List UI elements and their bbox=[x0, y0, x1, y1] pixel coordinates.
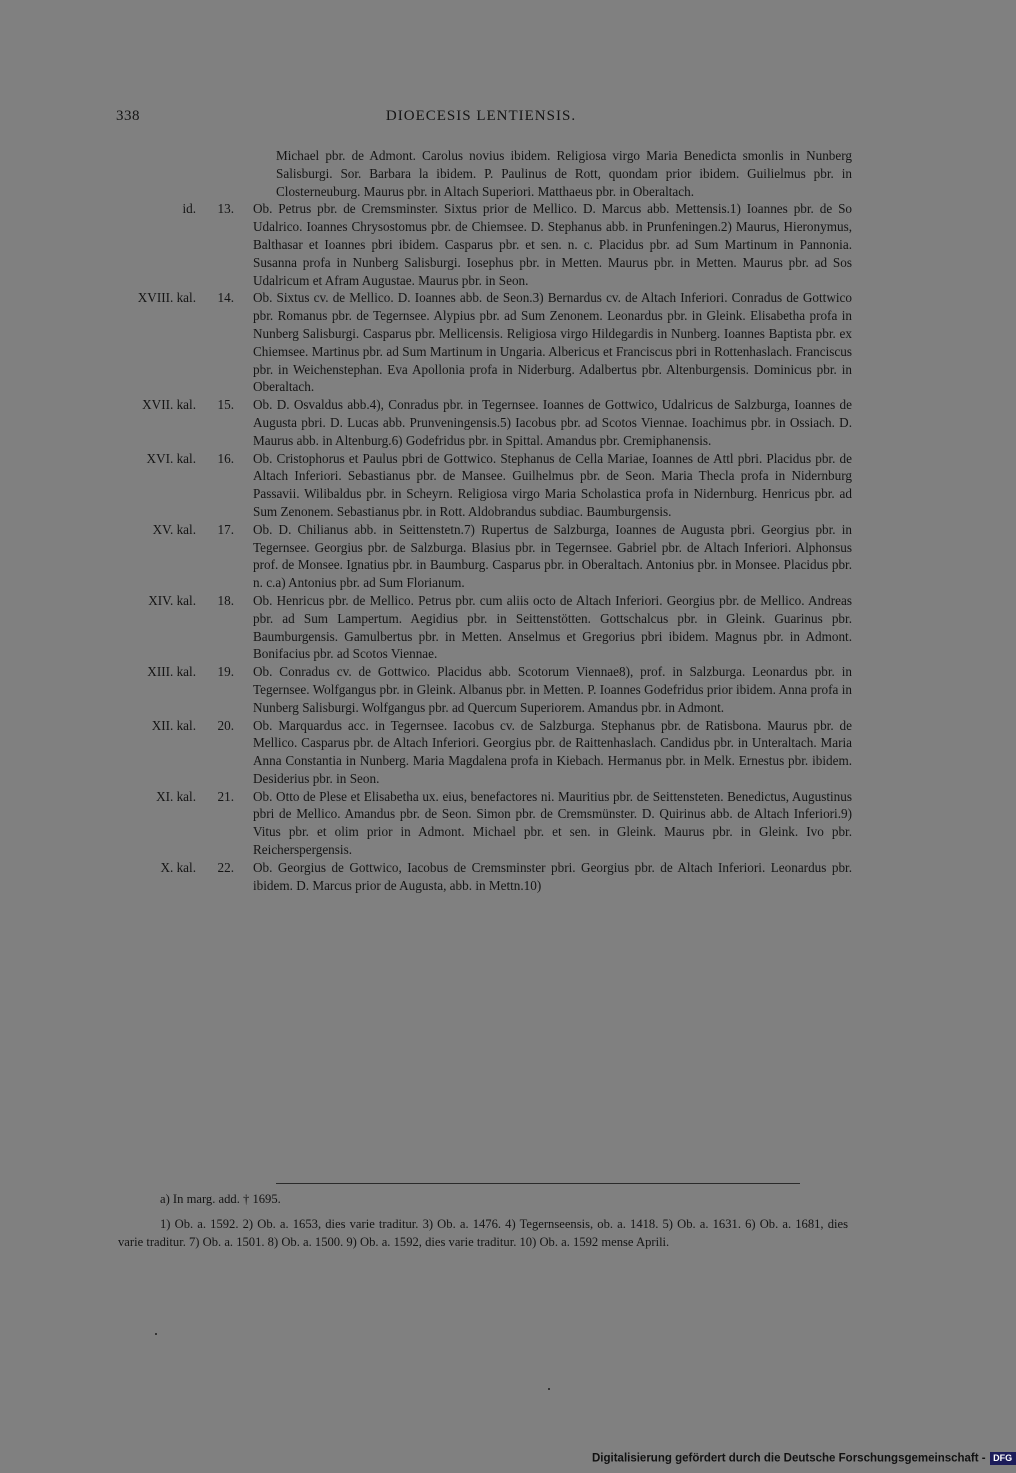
page-header bbox=[116, 108, 846, 130]
entry-text: Ob. Henricus pbr. de Mellico. Petrus pbr. cum aliis octo de Altach Inferiori. Georgius pbr. de Mellico. Andreas pbr. ad Sum Lampertum. Aegidius pbr. in Seittenstötten. Gottschalcus pbr. in Gleink. Guarinus pbr. Baumburgensis. Gamulbertus pbr. in Metten. Anselmus et Gregorius pbri ibidem. Magnus pbr. in Admont. Bonifacius pbr. ad Scotos Viennae. bbox=[253, 592, 852, 662]
calendar-date: XVII. kal. bbox=[142, 397, 196, 413]
entry-day-16 bbox=[100, 450, 852, 521]
digitization-credit bbox=[592, 1452, 1016, 1465]
entry-text: Ob. Conradus cv. de Gottwico. Placidus abb. Scotorum Viennae8), prof. in Salzburga. Leonardus pbr. in Tegernsee. Wolfgangus pbr. in Gleink. Albanus pbr. in Metten. P. Ioannes Godefridus prior ibidem. Anna profa in Nunberg Salisburgi. Wolfgangus pbr. ad Quercum Superiorem. Amandus pbr. in Admont. bbox=[253, 664, 852, 715]
calendar-date: id. bbox=[182, 201, 196, 217]
entry-day-13 bbox=[100, 200, 852, 289]
calendar-date: XVIII. kal. bbox=[137, 290, 196, 306]
calendar-date: X. kal. bbox=[160, 859, 196, 875]
running-title: DIOECESIS LENTIENSIS. bbox=[385, 108, 577, 124]
calendar-date: XII. kal. bbox=[151, 717, 196, 733]
calendar-date: XVI. kal. bbox=[146, 450, 196, 466]
entry-text: Ob. Cristophorus et Paulus pbri de Gottwico. Stephanus de Cella Mariae, Ioannes de Attl pbri. Placidus pbr. de Altach Inferiori. Sebastianus pbr. de Mansee. Guilhelmus pbr. de Seon. Maria Thecla profa in Nidernburg Passavii. Wilibaldus pbr. in Scheyrn. Religiosa virgo Maria Scholastica profa in Nidernburg. Henricus pbr. ad Sum Zenonem. Sebastianus pbr. in Rott. Aldobrandus subdiac. Baumburgensis. bbox=[253, 450, 852, 519]
footnote-rule bbox=[276, 1183, 800, 1184]
day-number: 17. bbox=[217, 521, 234, 537]
day-number: 20. bbox=[217, 717, 234, 733]
entry-day-14 bbox=[100, 289, 852, 396]
day-number: 22. bbox=[217, 859, 234, 875]
page-number: 338 bbox=[116, 108, 140, 124]
entry-text: Ob. D. Osvaldus abb.4), Conradus pbr. in Tegernsee. Ioannes de Gottwico, Udalricus de Salzburga, Ioannes de Augusta pbri. D. Lucas abb. Prunveningensis.5) Iacobus pbr. ad Scotos Viennae. Ioachimus pbr. in Ossiach. D. Maurus abb. in Altenburg.6) Godefridus pbr. in Spittal. Amandus pbr. Cremiphanensis. bbox=[253, 397, 852, 448]
necrology-entries bbox=[100, 147, 852, 894]
entry-text: Ob. Sixtus cv. de Mellico. D. Ioannes abb. de Seon.3) Bernardus cv. de Altach Inferiori. Conradus de Gottwico pbr. Romanus pbr. de Tegernsee. Alypius pbr. ad Sum Zenonem. Leonardus pbr. in Gleink. Elisabetha profa in Nunberg Salisburgi. Casparus pbr. Mellicensis. Religiosa virgo Hildegardis in Nunberg. Ioannes Baptista pbr. ex Chiemsee. Martinus pbr. ad Sum Martinum in Ungaria. Albericus et Franciscus pbri in Rottenhaslach. Franciscus pbr. in Weichenstephan. Eva Apollonia profa in Niderburg. Adalbertus pbr. Altenburgensis. Dominicus pbr. in Oberaltach. bbox=[253, 290, 852, 395]
dfg-logo: DFG bbox=[990, 1452, 1016, 1465]
day-number: 18. bbox=[217, 592, 234, 608]
entry-day-18 bbox=[100, 592, 852, 663]
day-number: 21. bbox=[217, 788, 234, 804]
historical-notes: 1) Ob. a. 1592. 2) Ob. a. 1653, dies varie traditur. 3) Ob. a. 1476. 4) Tegernseensis, ob. a. 1418. 5) Ob. a. 1631. 6) Ob. a. 1681, dies varie traditur. 7) Ob. a. 1501. 8) Ob. a. 1500. 9) Ob. a. 1592, dies varie traditur. 10) Ob. a. 1592 mense Aprili. bbox=[118, 1217, 848, 1249]
entry-day-15 bbox=[100, 396, 852, 449]
textual-note: a) In marg. add. † 1695. bbox=[160, 1192, 281, 1206]
entry-text: Ob. Petrus pbr. de Cremsminster. Sixtus prior de Mellico. D. Marcus abb. Mettensis.1) Ioannes pbr. de So Udalrico. Ioannes Chrysostomus pbr. de Chiemsee. D. Stephanus abb. in Prunfeningen.2) Maurus, Hieronymus, Balthasar et Ioannes pbri ibidem. Casparus pbr. et sen. n. c. Placidus pbr. ad Sum Martinum in Pannonia. Susanna profa in Nunberg Salisburgi. Iosephus pbr. in Metten. Maurus pbr. in Metten. Maurus pbr. ad Sos Udalricum et Afram Augustae. Maurus pbr. in Seon. bbox=[253, 201, 852, 288]
day-number: 16. bbox=[217, 450, 234, 466]
calendar-date: XI. kal. bbox=[156, 788, 196, 804]
entry-text: Ob. Georgius de Gottwico, Iacobus de Cremsminster pbri. Georgius pbr. de Altach Inferiori. Leonardus pbr. ibidem. D. Marcus prior de Augusta, abb. in Mettn.10) bbox=[253, 859, 852, 893]
entry-day-21 bbox=[100, 788, 852, 859]
entry-text: Ob. D. Chilianus abb. in Seittenstetn.7) Rupertus de Salzburga, Ioannes de Augusta pbri. Georgius pbr. in Tegernsee. Georgius pbr. de Salzburga. Blasius pbr. in Tegernsee. Gabriel pbr. de Altach Inferiori. Alphonsus prof. de Monsee. Ignatius pbr. in Baumburg. Casparus pbr. in Oberaltach. Antonius pbr. in Monsee. Placidus pbr. n. c.a) Antonius pbr. ad Sum Florianum. bbox=[253, 521, 852, 591]
entry-day-19 bbox=[100, 663, 852, 716]
entry-day-22 bbox=[100, 859, 852, 895]
credit-text: Digitalisierung gefördert durch die Deutsche Forschungsgemeinschaft - bbox=[592, 1452, 986, 1465]
calendar-date: XIII. kal. bbox=[147, 664, 196, 680]
footnotes bbox=[118, 1190, 848, 1251]
scan-speck bbox=[155, 1333, 157, 1335]
entry-continuation bbox=[100, 147, 852, 200]
scan-speck bbox=[548, 1388, 550, 1390]
entry-text: Ob. Otto de Plese et Elisabetha ux. eius, benefactores ni. Mauritius pbr. de Seittensteten. Benedictus, Augustinus pbri de Mellico. Amandus pbr. de Seon. Simon pbr. de Cremsmünster. D. Quirinus abb. de Altach Inferiori.9) Vitus pbr. et olim prior in Admont. Michael pbr. et sen. in Gleink. Maurus pbr. in Gleink. Ivo pbr. Reicherspergensis. bbox=[253, 788, 852, 858]
calendar-date: XV. kal. bbox=[152, 521, 196, 537]
entry-text: Ob. Marquardus acc. in Tegernsee. Iacobus cv. de Salzburga. Stephanus pbr. de Ratisbona. Maurus pbr. de Mellico. Casparus pbr. de Altach Inferiori. Georgius pbr. de Raittenhaslach. Candidus pbr. in Unteraltach. Maria Anna Constantia in Nunberg. Maria Magdalena profa in Kiebach. Hermanus pbr. in Melk. Ernestus pbr. ibidem. Desiderius pbr. in Seon. bbox=[253, 717, 852, 786]
entry-day-17 bbox=[100, 521, 852, 592]
day-number: 19. bbox=[217, 664, 234, 680]
day-number: 14. bbox=[217, 290, 234, 306]
entry-text: Michael pbr. de Admont. Carolus novius ibidem. Religiosa virgo Maria Benedicta smonlis in Nunberg Salisburgi. Sor. Barbara la ibidem. P. Paulinus de Rott, quondam prior ibidem. Guilielmus pbr. in Closterneuburg. Maurus pbr. in Altach Superiori. Matthaeus pbr. in Oberaltach. bbox=[276, 148, 852, 199]
calendar-date: XIV. kal. bbox=[148, 592, 196, 608]
day-number: 13. bbox=[217, 201, 234, 217]
day-number: 15. bbox=[217, 397, 234, 413]
entry-day-20 bbox=[100, 717, 852, 788]
